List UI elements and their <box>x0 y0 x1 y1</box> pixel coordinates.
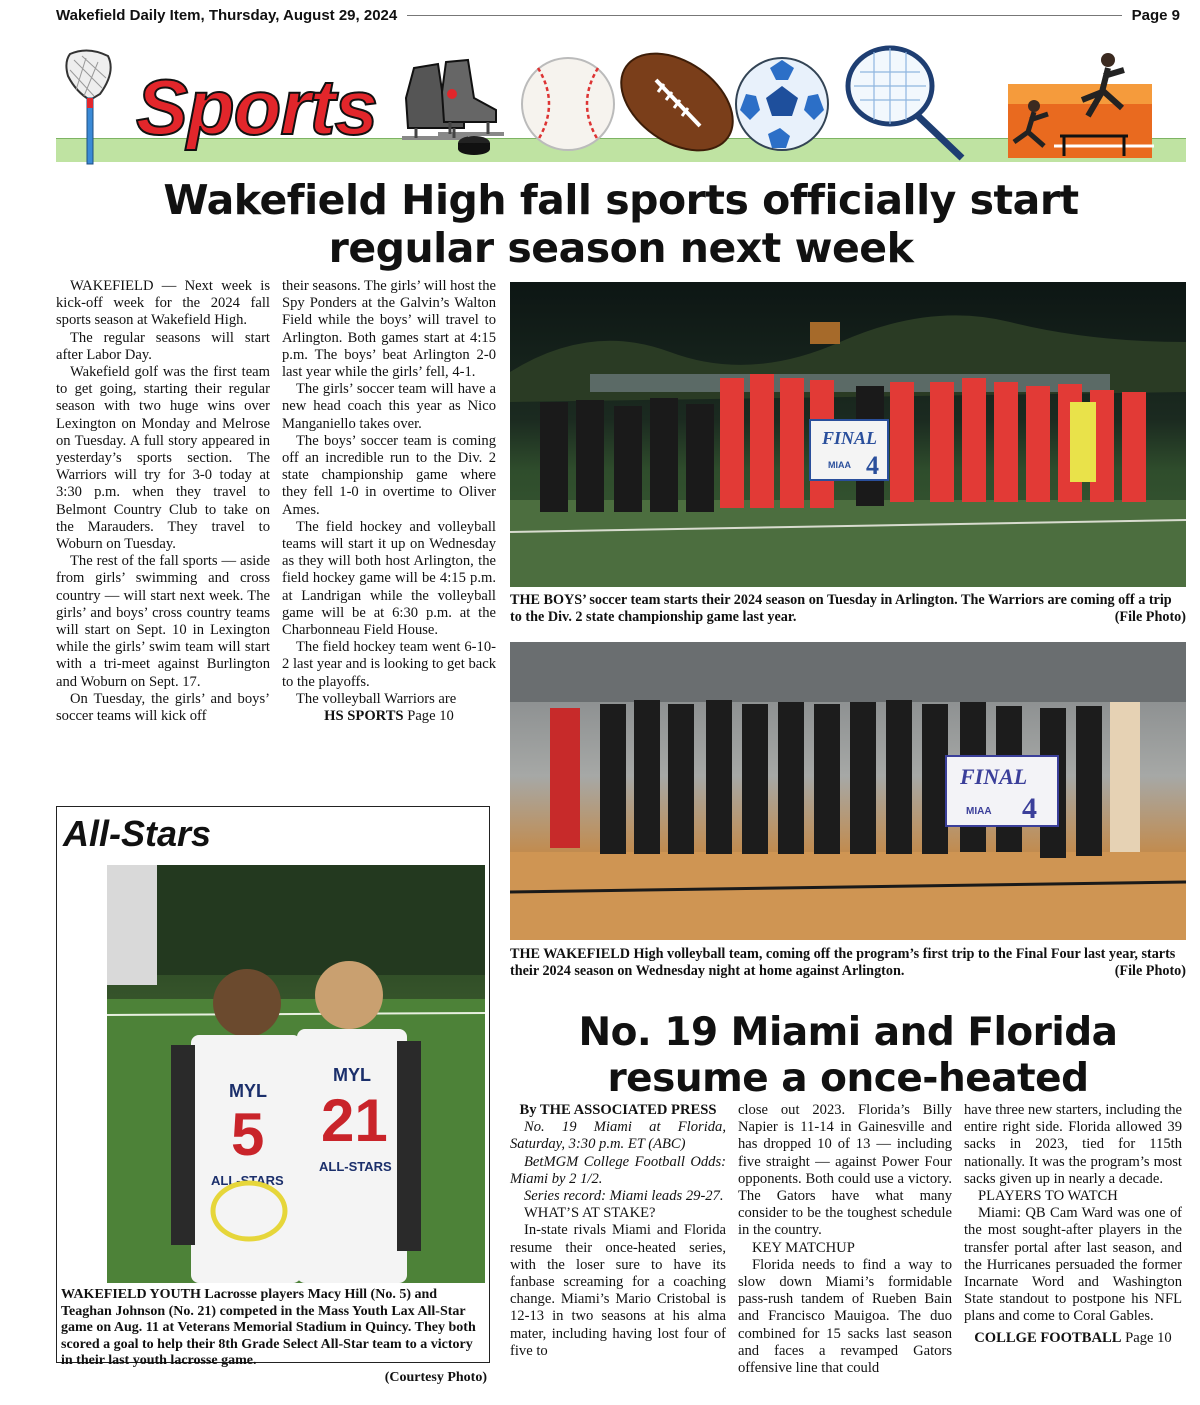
main-story-column-1 <box>56 278 270 725</box>
all-stars-caption-text: WAKEFIELD YOUTH Lacrosse players Macy Hill (No. 5) and Teaghan Johnson (No. 21) competed in the Mass Youth Lax All-Star game on Aug. 11 at Veterans Memorial Stadium in Quincy. They both scored a goal to help their 8th Grade Select All-Star team to a victory in their last youth lacrosse game. <box>61 1287 476 1369</box>
tennis-racket-icon <box>838 42 968 162</box>
baseball-icon <box>518 54 618 154</box>
football-icon <box>612 46 742 158</box>
volleyball-caption-text: THE WAKEFIELD High volleyball team, coming off the program’s first trip to the Final Four last year, starts their 2024 season on Wednesday night at home against Arlington. <box>510 946 1176 979</box>
jump-page: Page 10 <box>407 708 454 725</box>
page-folio <box>56 4 1180 26</box>
paragraph: Miami: QB Cam Ward was one of the most sought-after players in the transfer portal after last season, and the Hurricanes persuaded the former Incarnate Word and Washington State standout to postpone his NFL plans and come to Coral Gables. <box>964 1205 1182 1325</box>
boys-photo-credit: (File Photo) <box>1114 609 1186 625</box>
all-stars-caption <box>61 1287 487 1387</box>
paragraph: close out 2023. Florida’s Billy Napier is 11-14 in Gainesville and has dropped 10 of 13 — including five straight — against Power Four opponents. Both could use a victory. The Gators have what many consider to be the toughest schedule in the country. <box>738 1102 952 1239</box>
paragraph: The volleyball Warriors are <box>296 690 457 707</box>
main-headline-line1: Wakefield High fall sports officially start <box>163 176 1079 224</box>
lacrosse-stick-icon <box>56 48 120 166</box>
volleyball-banner-logo: MIAA <box>966 806 992 817</box>
jump-page: Page 10 <box>1125 1329 1172 1346</box>
miami-column-2 <box>738 1102 952 1377</box>
paragraph: The regular seasons will start after Labor Day. <box>56 329 270 363</box>
subhead: KEY MATCHUP <box>752 1239 855 1256</box>
section-title: Sports <box>136 63 378 151</box>
paragraph: BetMGM College Football Odds: Miami by 2 1/2. <box>510 1153 726 1187</box>
paragraph: In-state rivals Miami and Florida resume their once-heated series, with the loser sure to have its fanbase screaming for a coaching change. Miami’s Mario Cristobal is 12-13 in two seasons at his alma mater, including having lost four of five to <box>510 1222 726 1359</box>
lacrosse-photo-scene <box>107 865 485 1283</box>
paragraph: The field hockey team went 6-10-2 last year and is looking to get back to the playoffs. <box>282 639 496 690</box>
boys-caption-text: THE BOYS’ soccer team starts their 2024 season on Tuesday in Arlington. The Warriors are coming off a trip to the Div. 2 state championship game last year. <box>510 592 1172 625</box>
jersey-left-text: MYL <box>229 1081 267 1101</box>
jump-line <box>964 1330 1182 1347</box>
jersey-left-sub: ALL-STARS <box>211 1173 284 1188</box>
boys-banner-number: 4 <box>866 451 879 480</box>
paragraph: The field hockey and volleyball teams will start it up on Wednesday as they will both host Arlington, the field hockey game will be 4:15 p.m. at Landrigan while the volleyball game will be at 6:30 p.m. at the Charbonneau Field House. <box>282 518 496 639</box>
volleyball-caption <box>510 946 1186 980</box>
boys-banner-text: FINAL <box>822 428 878 448</box>
miami-headline-line2: resume a once-heated <box>607 1056 1089 1101</box>
paragraph: On Tuesday, the girls’ and boys’ soccer teams will kick off <box>56 690 270 725</box>
page-number: Page 9 <box>1131 6 1180 24</box>
main-headline <box>56 176 1186 272</box>
main-headline-line2: regular season next week <box>328 224 914 272</box>
miami-headline-line1: No. 19 Miami and Florida <box>578 1010 1118 1055</box>
paragraph: No. 19 Miami at Florida, Saturday, 3:30 p.m. ET (ABC) <box>510 1119 726 1153</box>
lacrosse-all-stars-photo <box>107 865 485 1283</box>
volleyball-banner-number: 4 <box>1022 792 1037 825</box>
volleyball-banner-text: FINAL <box>960 764 1028 789</box>
hurdler-icon <box>1004 50 1156 162</box>
miami-headline <box>510 1010 1186 1102</box>
hockey-puck-icon <box>456 134 492 156</box>
jump-label: COLLGE FOOTBALL <box>974 1329 1122 1346</box>
boys-soccer-photo-scene <box>510 282 1186 587</box>
miami-column-1 <box>510 1102 726 1360</box>
subhead: WHAT’S AT STAKE? <box>524 1205 656 1222</box>
jersey-right-number: 21 <box>321 1087 388 1154</box>
byline: By THE ASSOCIATED PRESS <box>519 1102 717 1118</box>
paragraph: The boys’ soccer team is coming off an incredible run to the Div. 2 state championship game where they fell 1-0 in overtime to Oliver Ames. <box>282 432 496 518</box>
jersey-right-text: MYL <box>333 1065 371 1085</box>
volleyball-photo-credit: (File Photo) <box>1114 963 1186 979</box>
jump-label: HS SPORTS <box>324 708 404 725</box>
boys-soccer-photo <box>510 282 1186 587</box>
volleyball-photo <box>510 642 1186 940</box>
paper-date: Wakefield Daily Item, Thursday, August 29, 2024 <box>56 6 398 24</box>
boys-banner-logo: MIAA <box>828 460 851 470</box>
volleyball-photo-scene <box>510 642 1186 940</box>
all-stars-title: All-Stars <box>63 813 212 854</box>
paragraph: The rest of the fall sports — aside from girls’ swimming and cross country — will start next week. The girls’ and boys’ cross country teams will start on Sept. 10 in Lexington while the girls’ swim team will start with a tri-meet against Burlington and Woburn on Sept. 17. <box>56 553 270 690</box>
subhead: PLAYERS TO WATCH <box>978 1188 1118 1205</box>
paragraph: have three new starters, including the entire right side. Florida allowed 39 sacks in 2023, tied for 115th nationally. It was the program’s most sacks given up in nearly a decade. <box>964 1102 1183 1187</box>
main-story-column-2 <box>282 278 496 725</box>
paragraph: their seasons. The girls’ will host the Spy Ponders at the Galvin’s Walton Field while the boys’ will travel to Arlington. Both games start at 4:15 p.m. The boys’ beat Arlington 2-0 last year while the girls’ fell, 4-1. <box>282 278 496 381</box>
folio-rule <box>407 15 1121 16</box>
miami-column-3 <box>964 1102 1182 1347</box>
paragraph: WAKEFIELD — Next week is kick-off week for the 2024 fall sports season at Wakefield High. <box>56 278 270 329</box>
jump-line <box>282 708 496 725</box>
jersey-right-sub: ALL-STARS <box>319 1159 392 1174</box>
soccer-ball-icon <box>732 54 832 154</box>
paragraph: Wakefield golf was the first team to get going, starting their regular season with two huge wins over Lexington on Monday and Melrose on Tuesday. A full story appeared in yesterday’s sports section. The Warriors will try for 3-0 today at 3:30 p.m. when they travel to Belmont Country Club to take on the Marauders. They travel to Woburn on Tuesday. <box>56 364 270 553</box>
paragraph: Florida needs to find a way to slow down Miami’s formidable pass-rush tandem of Rueben Bain and Francisco Mauigoa. The duo combined for 15 sacks last season and faces a revamped Gators offensive line that could <box>738 1256 952 1377</box>
jersey-left-number: 5 <box>231 1101 265 1168</box>
all-stars-box <box>56 806 490 1385</box>
boys-soccer-caption <box>510 592 1186 626</box>
sports-banner <box>56 40 1186 166</box>
paragraph: The girls’ soccer team will have a new head coach this year as Nico Manganiello takes over. <box>282 381 496 432</box>
all-stars-photo-credit: (Courtesy Photo) <box>384 1369 487 1385</box>
paragraph: Series record: Miami leads 29-27. <box>524 1188 724 1205</box>
